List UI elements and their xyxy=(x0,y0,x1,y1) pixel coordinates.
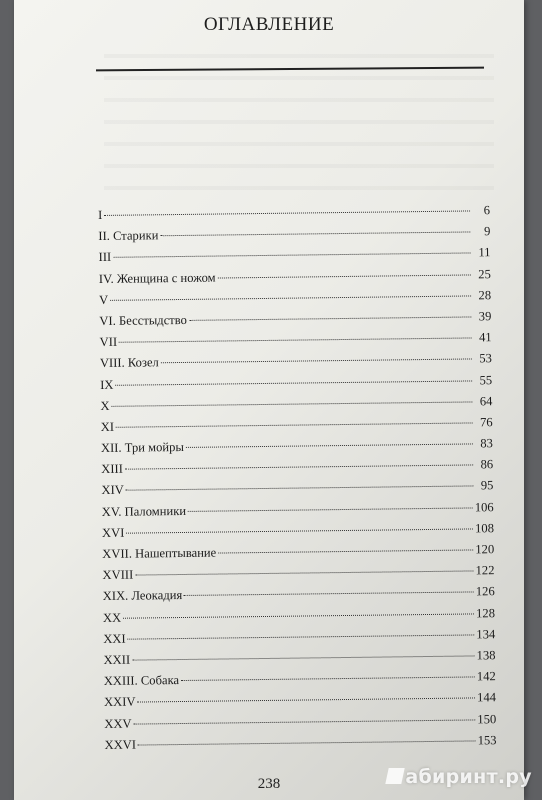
toc-entry-page: 142 xyxy=(476,669,496,684)
toc-entry-label: XXII xyxy=(103,652,131,667)
toc-entry-page: 144 xyxy=(477,690,497,705)
book-page xyxy=(14,0,524,800)
toc-entry-label: XIV xyxy=(101,483,124,498)
toc-leader-dots xyxy=(160,232,470,237)
toc-entry-page: 39 xyxy=(478,309,492,324)
toc-entry-label: IV. Женщина с ножом xyxy=(98,270,216,286)
toc-entry-page: 83 xyxy=(480,436,493,451)
toc-entry-page: 120 xyxy=(475,542,495,557)
toc-leader-dots xyxy=(113,253,470,258)
toc-leader-dots xyxy=(132,655,475,660)
toc-entry-page: 138 xyxy=(476,648,496,663)
toc-entry-page: 55 xyxy=(479,372,493,387)
toc-leader-dots xyxy=(112,401,473,406)
toc-entry-label: III xyxy=(98,250,112,265)
toc-entry-page: 6 xyxy=(483,203,491,218)
toc-entry-page: 128 xyxy=(475,605,496,620)
page-title: ОГЛАВЛЕНИЕ xyxy=(203,14,335,35)
toc-leader-dots xyxy=(218,549,473,553)
toc-leader-dots xyxy=(184,592,474,597)
toc-entry-label: VIII. Козел xyxy=(99,355,159,371)
table-of-contents xyxy=(98,203,497,759)
toc-entry-label: XXV xyxy=(104,716,132,731)
toc-entry-label: XV. Паломники xyxy=(101,503,187,519)
toc-entry-label: VI. Бесстыдство xyxy=(99,312,187,328)
toc-leader-dots xyxy=(181,677,475,682)
toc-entry-page: 122 xyxy=(475,563,495,578)
toc-leader-dots xyxy=(135,571,473,576)
toc-entry-page: 153 xyxy=(477,732,497,748)
toc-leader-dots xyxy=(123,613,474,618)
watermark-text: абиринт.ру xyxy=(405,766,532,788)
toc-leader-dots xyxy=(125,465,473,470)
toc-entry-label: XX xyxy=(102,610,122,625)
toc-leader-dots xyxy=(110,295,471,300)
toc-entry-label: II. Старики xyxy=(98,228,159,244)
toc-entry-page: 11 xyxy=(478,245,491,260)
toc-entry-page: 106 xyxy=(474,499,494,515)
toc-leader-dots xyxy=(116,422,473,427)
toc-entry-label: XVIII xyxy=(102,567,134,583)
toc-entry-page: 53 xyxy=(479,351,492,366)
toc-leader-dots xyxy=(138,698,476,703)
watermark-logo xyxy=(387,766,532,788)
toc-leader-dots xyxy=(115,380,472,385)
toc-entry-label: XVI xyxy=(101,525,125,540)
toc-leader-dots xyxy=(138,740,476,745)
toc-entry-page: 95 xyxy=(480,478,494,493)
toc-entry-label: XIII xyxy=(101,461,123,477)
toc-entry-label: XIX. Леокадия xyxy=(102,588,183,604)
toc-entry-label: I xyxy=(98,207,103,222)
page-number: 238 xyxy=(257,776,281,792)
toc-leader-dots xyxy=(188,507,473,511)
toc-leader-dots xyxy=(189,316,471,320)
toc-entry xyxy=(104,733,496,759)
toc-entry-page: 64 xyxy=(479,393,493,409)
toc-entry-label: VII xyxy=(99,334,118,350)
toc-leader-dots xyxy=(104,210,470,215)
toc-entry-label: XVII. Нашептывание xyxy=(102,545,217,561)
toc-entry-label: XXIV xyxy=(103,694,136,710)
toc-entry-page: 25 xyxy=(478,266,491,281)
toc-entry-page: 134 xyxy=(476,626,496,642)
toc-entry-page: 86 xyxy=(480,457,494,472)
toc-leader-dots xyxy=(126,528,473,533)
toc-entry-page: 28 xyxy=(478,287,492,303)
toc-entry-page: 126 xyxy=(475,584,495,599)
toc-entry-label: XI xyxy=(100,419,115,434)
toc-leader-dots xyxy=(134,719,476,724)
toc-leader-dots xyxy=(128,634,475,639)
toc-leader-dots xyxy=(186,443,473,448)
toc-entry-label: XII. Три мойры xyxy=(100,440,184,456)
toc-entry-page: 108 xyxy=(474,520,495,536)
toc-entry-page: 41 xyxy=(478,330,492,345)
toc-entry-label: XXI xyxy=(103,631,126,646)
labirint-logo-icon xyxy=(386,768,405,784)
toc-entry-label: XXVI xyxy=(104,737,137,752)
toc-leader-dots xyxy=(218,274,471,278)
toc-entry-label: IX xyxy=(100,377,114,392)
toc-leader-dots xyxy=(126,486,474,491)
toc-entry-page: 9 xyxy=(483,224,491,239)
toc-entry-label: X xyxy=(100,398,110,413)
toc-entry-label: V xyxy=(99,292,109,307)
toc-entry-page: 150 xyxy=(477,711,497,726)
toc-entry-page: 76 xyxy=(479,415,493,430)
toc-leader-dots xyxy=(161,359,472,364)
toc-entry-label: XXIII. Собака xyxy=(103,673,180,689)
toc-leader-dots xyxy=(119,338,472,343)
show-through-text xyxy=(104,36,494,196)
